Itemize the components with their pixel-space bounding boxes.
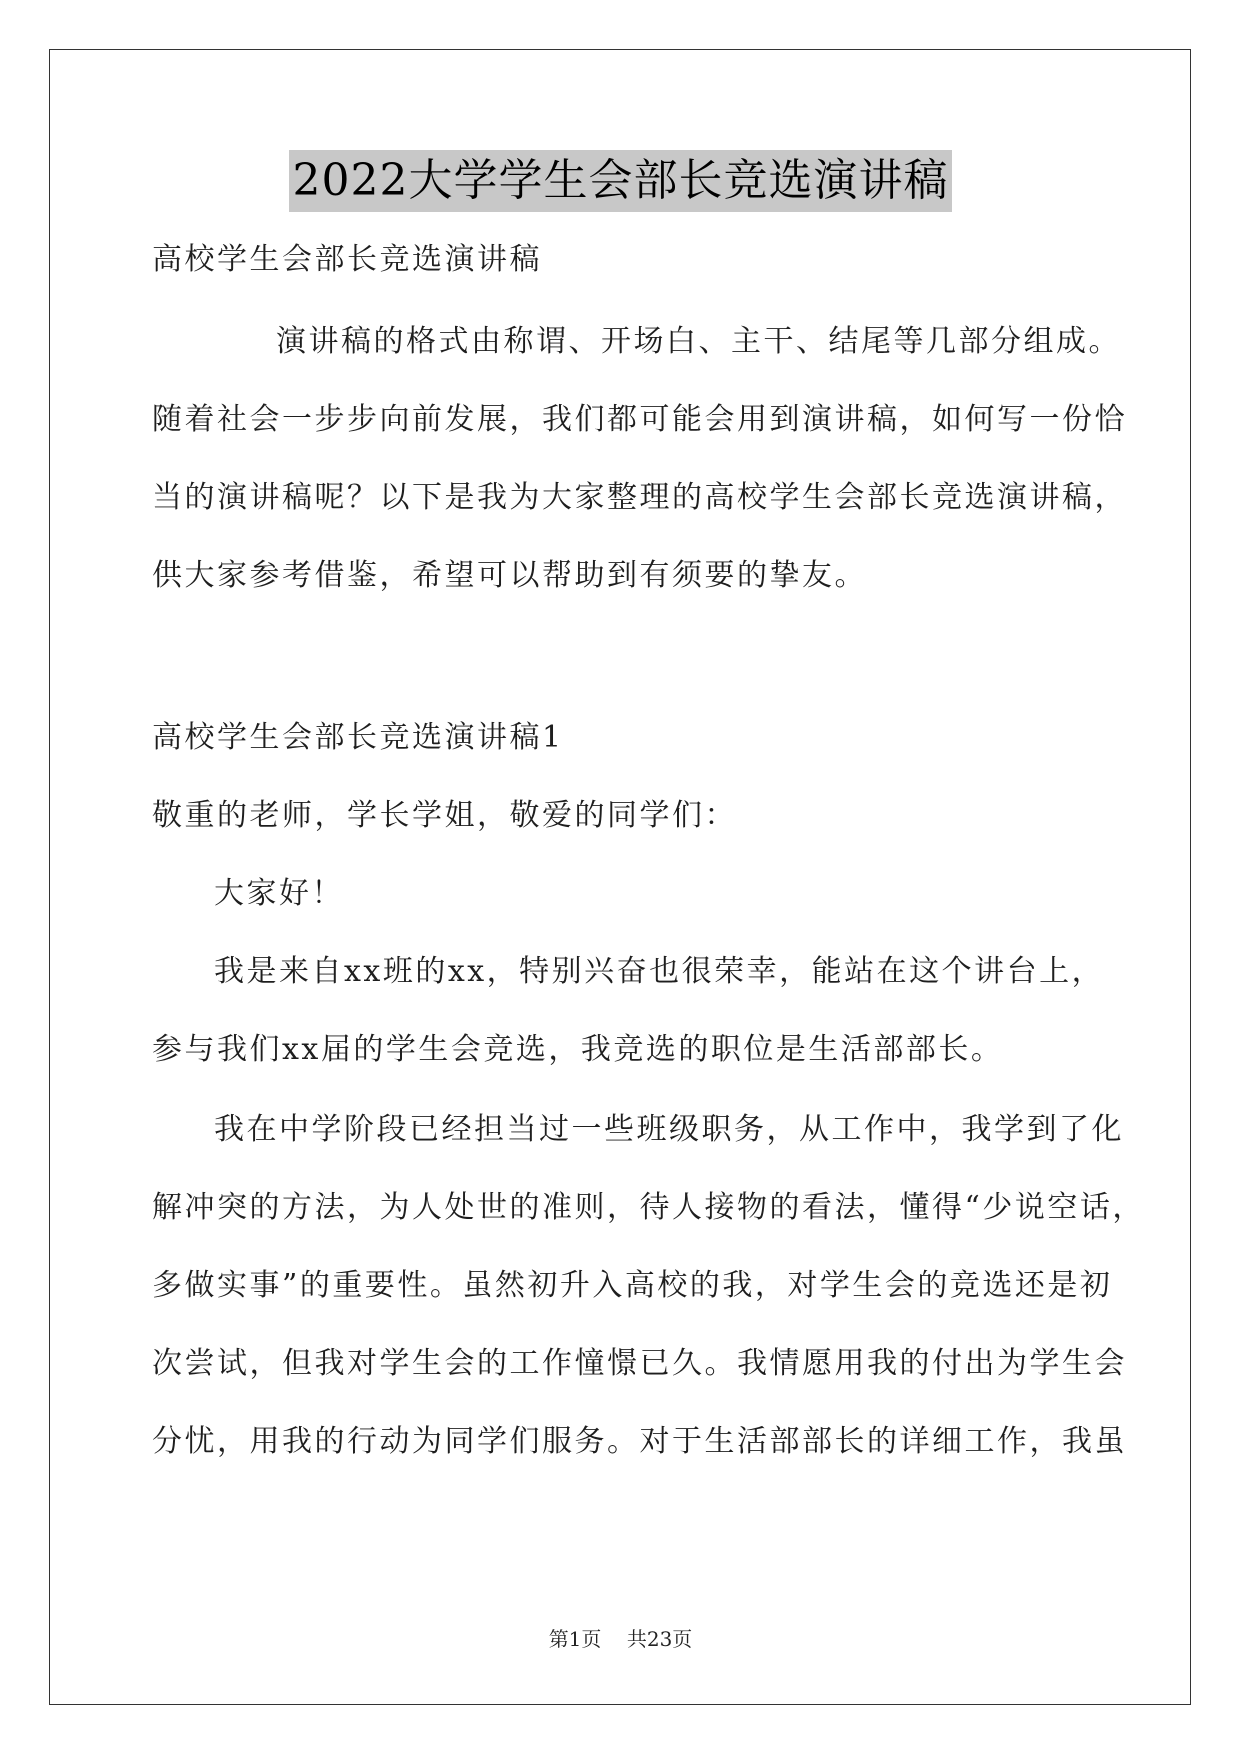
page-footer [0,1626,1241,1652]
paragraph-line: 我是来自xx班的xx，特别兴奋也很荣幸，能站在这个讲台上， [214,954,1105,989]
greeting-line: 大家好！ [214,876,344,911]
salutation-line: 敬重的老师，学长学姐，敬爱的同学们： [152,798,737,833]
document-title: 2022大学学生会部长竞选演讲稿 [289,150,953,212]
page-total: 共23页 [626,1627,693,1651]
title-container [0,150,1241,212]
paragraph-line: 次尝试，但我对学生会的工作憧憬已久。我情愿用我的付出为学生会 [152,1346,1127,1381]
paragraph-line: 多做实事”的重要性。虽然初升入高校的我，对学生会的竞选还是初 [152,1268,1113,1303]
paragraph-line: 参与我们xx届的学生会竞选，我竞选的职位是生活部部长。 [152,1032,1004,1067]
paragraph-line: 随着社会一步步向前发展，我们都可能会用到演讲稿，如何写一份恰 [152,402,1127,437]
paragraph-line: 演讲稿的格式由称谓、开场白、主干、结尾等几部分组成。 [276,324,1121,359]
page-number: 第1页 [548,1627,602,1651]
paragraph-line: 解冲突的方法，为人处世的准则，待人接物的看法，懂得“少说空话， [152,1190,1145,1225]
paragraph-line: 供大家参考借鉴，希望可以帮助到有须要的挚友。 [152,558,867,593]
paragraph-line: 分忧，用我的行动为同学们服务。对于生活部部长的详细工作，我虽 [152,1424,1127,1459]
paragraph-line: 我在中学阶段已经担当过一些班级职务，从工作中，我学到了化 [214,1112,1124,1147]
paragraph-line: 当的演讲稿呢？以下是我为大家整理的高校学生会部长竞选演讲稿， [152,480,1127,515]
section-heading: 高校学生会部长竞选演讲稿1 [152,720,564,755]
subtitle-line: 高校学生会部长竞选演讲稿 [152,242,542,277]
